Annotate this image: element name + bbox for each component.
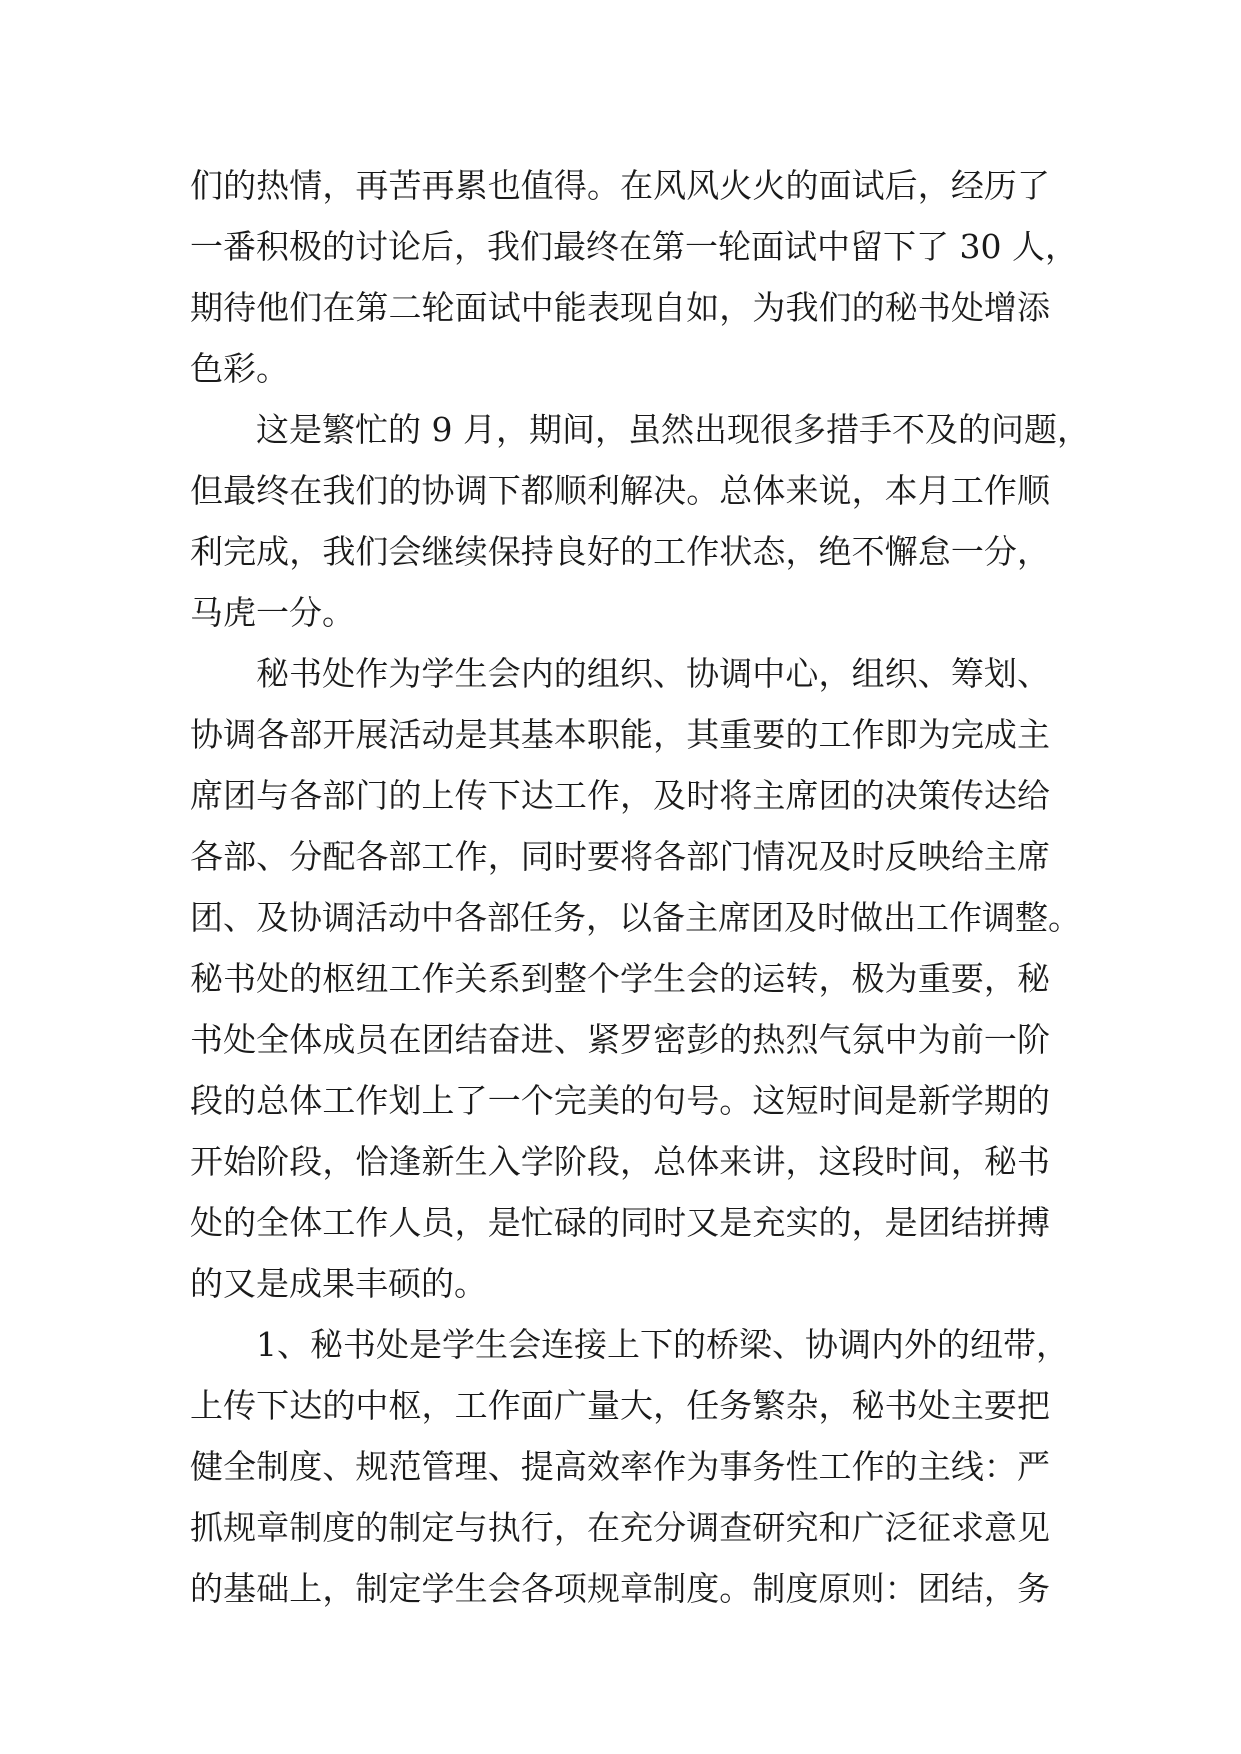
text-line: 的又是成果丰硕的。 [190, 1264, 487, 1303]
text-line: 协调各部开展活动是其基本职能，其重要的工作即为完成主 [190, 715, 1050, 754]
text-line: 这是繁忙的 9 月，期间，虽然出现很多措手不及的问题， [256, 410, 1090, 449]
text-line: 开始阶段，恰逢新生入学阶段，总体来讲，这段时间，秘书 [190, 1142, 1050, 1181]
text-line: 一番积极的讨论后，我们最终在第一轮面试中留下了 30 人， [190, 227, 1078, 266]
text-line: 的基础上，制定学生会各项规章制度。制度原则：团结，务 [190, 1569, 1050, 1608]
text-line: 期待他们在第二轮面试中能表现自如，为我们的秘书处增添 [190, 288, 1050, 327]
text-line: 上传下达的中枢，工作面广量大，任务繁杂，秘书处主要把 [190, 1386, 1050, 1425]
text-line: 抓规章制度的制定与执行，在充分调查研究和广泛征求意见 [190, 1508, 1050, 1547]
text-line: 各部、分配各部工作，同时要将各部门情况及时反映给主席 [190, 837, 1050, 876]
text-line: 马虎一分。 [190, 593, 355, 632]
text-line: 秘书处作为学生会内的组织、协调中心，组织、筹划、 [256, 654, 1050, 693]
text-line: 席团与各部门的上传下达工作，及时将主席团的决策传达给 [190, 776, 1050, 815]
document-body [190, 155, 1090, 1619]
text-line: 们的热情，再苦再累也值得。在风风火火的面试后，经历了 [190, 166, 1050, 205]
text-line: 利完成，我们会继续保持良好的工作状态，绝不懈怠一分， [190, 532, 1050, 571]
text-line: 书处全体成员在团结奋进、紧罗密彭的热烈气氛中为前一阶 [190, 1020, 1050, 1059]
text-line: 团、及协调活动中各部任务，以备主席团及时做出工作调整。 [190, 898, 1081, 937]
text-line: 处的全体工作人员，是忙碌的同时又是充实的，是团结拼搏 [190, 1203, 1050, 1242]
text-line: 健全制度、规范管理、提高效率作为事务性工作的主线：严 [190, 1447, 1050, 1486]
text-line: 色彩。 [190, 349, 289, 388]
text-line: 段的总体工作划上了一个完美的句号。这短时间是新学期的 [190, 1081, 1050, 1120]
text-line: 但最终在我们的协调下都顺利解决。总体来说，本月工作顺 [190, 471, 1050, 510]
text-line: 1、秘书处是学生会连接上下的桥梁、协调内外的纽带， [256, 1325, 1069, 1364]
text-line: 秘书处的枢纽工作关系到整个学生会的运转，极为重要，秘 [190, 959, 1050, 998]
